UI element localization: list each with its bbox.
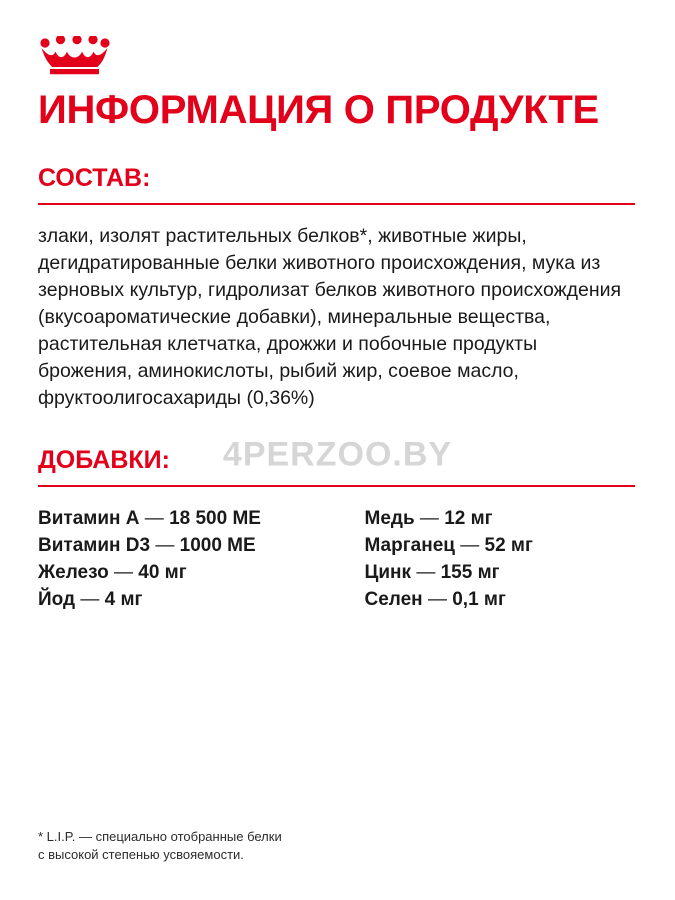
additive-name: Витамин A	[38, 508, 140, 529]
additive-separator: —	[460, 535, 480, 556]
crown-icon	[38, 36, 110, 76]
list-item	[365, 532, 636, 559]
additive-separator: —	[144, 508, 164, 529]
list-item	[365, 505, 636, 532]
additive-name: Йод	[38, 589, 76, 610]
composition-text: злаки, изолят растительных белков*, животные жиры, дегидратированные белки животного происхождения, мука из зерновых культур, гидролизат белков животного происхождения (вкусоароматические добавки), минеральные вещества, растительная клетчатка, дрожжи и побочные продукты брожения, аминокислоты, рыбий жир, соевое масло, фруктоолигосахариды (0,36%)	[38, 225, 622, 409]
composition-divider	[38, 203, 635, 205]
additives-heading: ДОБАВКИ:	[38, 446, 170, 474]
watermark-text: 4PERZOO.BY	[222, 435, 453, 473]
list-item	[38, 586, 337, 613]
additive-separator: —	[113, 562, 133, 583]
additives-divider	[38, 485, 635, 487]
additive-value: 12 мг	[444, 508, 493, 529]
additive-name: Селен	[364, 589, 423, 610]
additive-value: 1000 МЕ	[179, 535, 256, 556]
list-item	[365, 586, 636, 613]
additive-name: Медь	[364, 508, 415, 529]
additive-name: Витамин D3	[38, 535, 151, 556]
footnote-line-2: с высокой степенью усвояемости.	[38, 847, 244, 862]
list-item	[38, 559, 337, 586]
additives-column-left	[38, 505, 337, 613]
additive-separator: —	[155, 535, 175, 556]
additive-value: 18 500 МЕ	[169, 508, 261, 529]
additive-separator: —	[416, 562, 436, 583]
page-title: ИНФОРМАЦИЯ О ПРОДУКТЕ	[38, 88, 599, 132]
list-item	[38, 505, 337, 532]
list-item	[365, 559, 636, 586]
additive-value: 155 мг	[440, 562, 500, 583]
list-item	[38, 532, 337, 559]
additive-separator: —	[80, 589, 100, 610]
additive-name: Марганец	[364, 535, 455, 556]
additive-name: Железо	[38, 562, 109, 583]
additive-value: 52 мг	[484, 535, 533, 556]
composition-heading: СОСТАВ:	[38, 164, 151, 192]
additive-separator: —	[419, 508, 439, 529]
additives-table	[38, 505, 635, 613]
additive-name: Цинк	[364, 562, 412, 583]
additive-separator: —	[427, 589, 447, 610]
additive-value: 4 мг	[104, 589, 143, 610]
additive-value: 0,1 мг	[452, 589, 506, 610]
footnote-line-1: * L.I.P. — специально отобранные белки	[38, 829, 282, 844]
additives-column-right	[337, 505, 636, 613]
footnote	[38, 828, 282, 864]
additive-value: 40 мг	[138, 562, 187, 583]
